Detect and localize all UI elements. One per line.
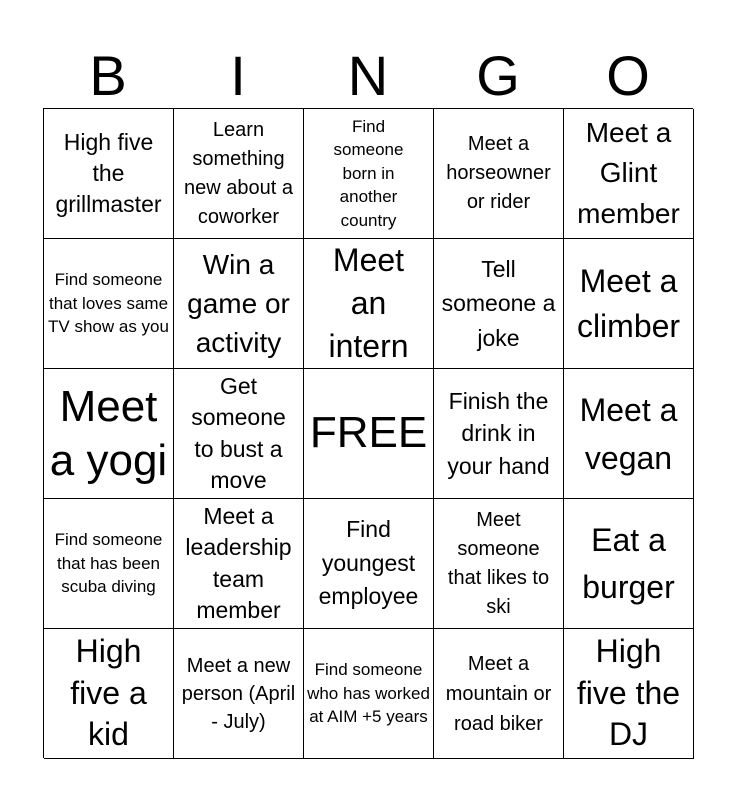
cell-text: Meet someone that likes to ski: [447, 508, 550, 618]
bingo-cell[interactable]: [44, 499, 174, 629]
free-space[interactable]: [304, 369, 434, 499]
cell-text: Finish the drink in your hand: [447, 388, 550, 479]
bingo-cell[interactable]: [434, 369, 564, 499]
bingo-cell[interactable]: [434, 629, 564, 759]
bingo-cell[interactable]: [44, 369, 174, 499]
header-letter-i: I: [230, 44, 246, 107]
bingo-cell[interactable]: [174, 369, 304, 499]
cell-text: Win a game or activity: [187, 248, 290, 359]
cell-text: High five the DJ: [576, 633, 681, 753]
cell-text: Meet a leadership team member: [185, 503, 292, 623]
bingo-cell[interactable]: [434, 239, 564, 369]
cell-text: Learn something new about a coworker: [184, 118, 293, 228]
bingo-cell[interactable]: [564, 499, 694, 629]
cell-text: Meet a new person (April - July): [181, 654, 296, 733]
bingo-cell[interactable]: [44, 629, 174, 759]
bingo-cell[interactable]: [564, 629, 694, 759]
header-letter-b: B: [89, 44, 127, 107]
cell-text: Meet a Glint member: [577, 116, 680, 229]
bingo-cell[interactable]: [174, 239, 304, 369]
bingo-cell[interactable]: [304, 109, 434, 239]
bingo-cell[interactable]: [304, 239, 434, 369]
bingo-cell[interactable]: [564, 369, 694, 499]
header-letter-o: O: [606, 44, 650, 107]
cell-text: Tell someone a joke: [441, 255, 556, 351]
bingo-cell[interactable]: [304, 629, 434, 759]
cell-text: Meet a mountain or road biker: [445, 652, 552, 735]
cell-text: Meet an intern: [328, 241, 409, 365]
bingo-cell[interactable]: [174, 499, 304, 629]
bingo-board: [43, 108, 693, 758]
bingo-cell[interactable]: [174, 109, 304, 239]
cell-text: Get someone to bust a move: [191, 373, 286, 493]
cell-text: Find youngest employee: [318, 516, 419, 610]
free-space-label: FREE: [309, 408, 428, 458]
bingo-cell[interactable]: [564, 109, 694, 239]
bingo-cell[interactable]: [434, 109, 564, 239]
bingo-cell[interactable]: [44, 109, 174, 239]
bingo-cell[interactable]: [304, 499, 434, 629]
bingo-cell[interactable]: [174, 629, 304, 759]
bingo-header: [43, 42, 693, 108]
cell-text: Find someone that loves same TV show as you: [48, 270, 169, 337]
header-letter-g: G: [476, 44, 520, 107]
bingo-cell[interactable]: [434, 499, 564, 629]
cell-text: Meet a yogi: [49, 381, 168, 485]
bingo-cell[interactable]: [564, 239, 694, 369]
cell-text: High five a kid: [70, 633, 147, 753]
header-letter-n: N: [347, 44, 389, 107]
cell-text: Find someone born in another country: [333, 116, 404, 230]
cell-text: Meet a vegan: [579, 391, 678, 476]
cell-text: Meet a horseowner or rider: [446, 133, 551, 213]
cell-text: Find someone that has been scuba diving: [54, 530, 163, 597]
cell-text: High five the grillmaster: [55, 128, 162, 218]
cell-text: Meet a climber: [576, 262, 681, 344]
bingo-cell[interactable]: [44, 239, 174, 369]
cell-text: Find someone who has worked at AIM +5 years: [307, 660, 430, 727]
cell-text: Eat a burger: [582, 522, 675, 605]
